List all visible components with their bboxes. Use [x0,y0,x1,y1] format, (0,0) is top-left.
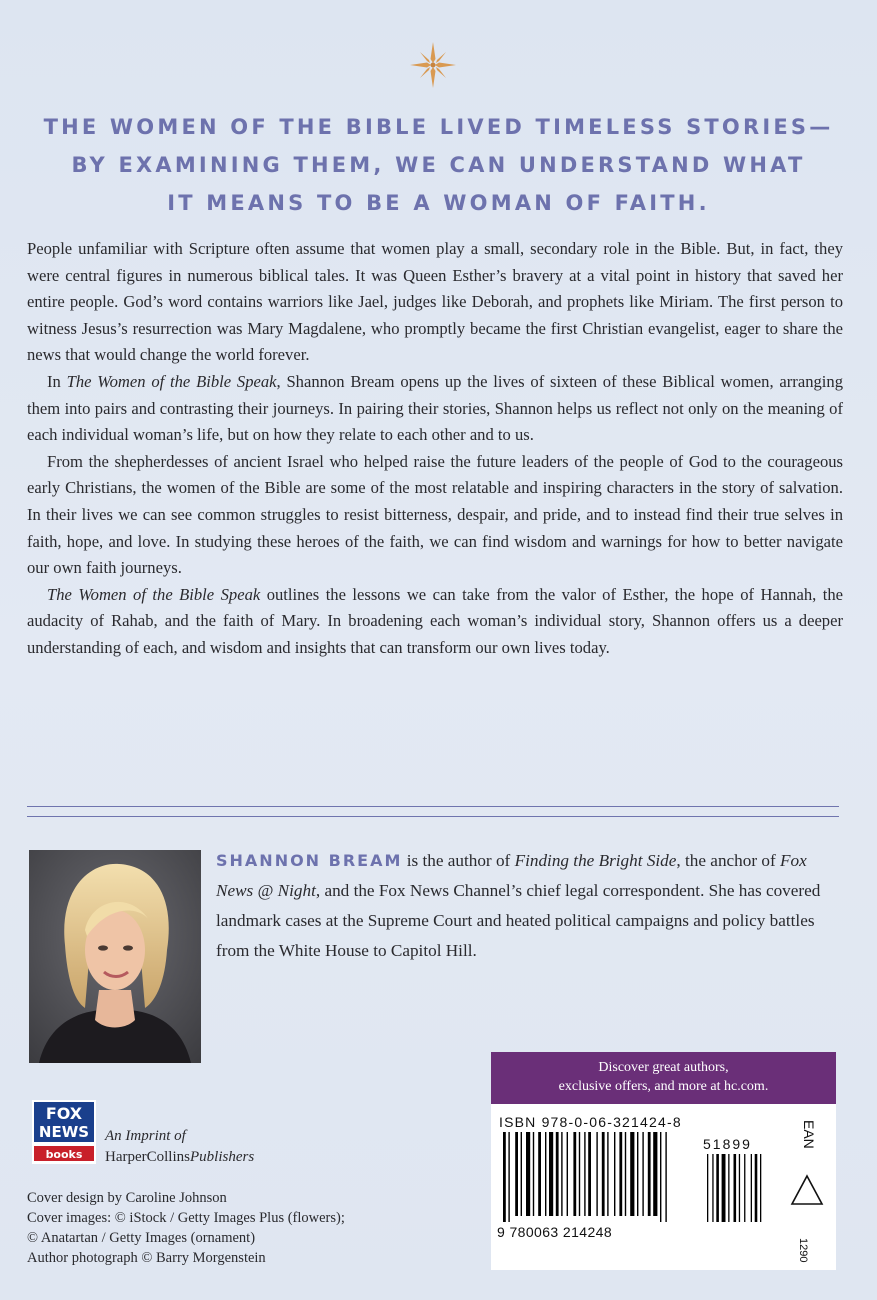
barcode-bar [588,1132,591,1216]
logo-books-text: books [45,1148,83,1161]
author-name: SHANNON BREAM [216,851,403,870]
barcode-bar [556,1132,559,1216]
barcode-bar [533,1132,534,1216]
barcode-bar [515,1132,518,1216]
barcode-bar [526,1132,530,1216]
text-span: , Shannon Bream opens up the lives of sixteen of these Biblical women, arranging them into pairs and contrasting their journeys. In pairing their stories, Shannon helps us reflect not only on the meaning of each individual woman’s life, but on how they relate to each other and to us. [27,371,843,445]
barcode-bar [567,1132,568,1216]
text-span: , and the Fox News Channel’s chief legal correspondent. She has covered landmark cases at the Supreme Court and heated political campaigns and policy battles from the White House to Capitol Hill. [216,881,821,960]
triangle-icon [789,1172,825,1208]
imprint-line-2 [105,1147,254,1168]
barcode-addon-bar [734,1154,737,1222]
barcode-bar [549,1132,553,1216]
text-span: HarperCollins [105,1149,190,1165]
book-description [27,236,843,662]
text-span: is the author of [402,851,515,870]
barcode-addon-bar [716,1154,719,1222]
divider-line [27,806,839,807]
show-title: Fox News @ Night [216,851,807,900]
credit-line: Cover design by Caroline Johnson [27,1190,227,1206]
description-paragraph-4 [27,582,843,662]
barcode-bar [602,1132,605,1216]
author-photo [29,850,201,1063]
barcode-bar [579,1132,580,1216]
barcode-bar [561,1132,562,1216]
barcode-addon-bar [728,1154,729,1222]
barcode-addon-bar [712,1154,713,1222]
barcode-addon-bar [760,1154,761,1222]
barcode-bar [573,1132,576,1216]
imprint-line-1: An Imprint of [105,1128,186,1144]
barcode-bar [503,1132,506,1222]
barcode-panel [491,1052,836,1270]
barcode-bar [607,1132,608,1216]
text-span: Publishers [189,1149,255,1165]
divider-line [27,816,839,817]
barcode-bar [545,1132,546,1216]
headline [30,108,847,222]
text-span: , the anchor of [676,851,780,870]
barcode-bar [625,1132,626,1216]
text-span: outlines the lessons we can take from the valor of Esther, the hope of Hannah, the audacity of Rahab, and the faith of Mary. In broadening each woman’s individual story, Shannon offers us a deeper understanding of each, and wisdom and insights that can transform our own lives today. [27,584,843,657]
fox-news-books-logo [32,1100,96,1164]
isbn-text: ISBN 978-0-06-321424-8 [499,1114,682,1130]
barcode-bar [665,1132,666,1222]
print-code: 1290 [797,1238,809,1263]
credit-line: Author photograph © Barry Morgenstein [27,1250,266,1266]
barcode-addon-bar [707,1154,708,1222]
barcode-bar [538,1132,541,1216]
barcode-bar [619,1132,622,1216]
barcode-digits: 9 780063 214248 [497,1224,612,1240]
headline-line-2: BY EXAMINING THEM, WE CAN UNDERSTAND WHAT [71,153,806,177]
barcode-addon-bar [755,1154,758,1222]
barcode-addon-bar [722,1154,726,1222]
description-paragraph-1: People unfamiliar with Scripture often assume that women play a small, secondary role in the Bible. But, in fact, they were central figures in numerous biblical tales. It was Queen Esther’s bravery at a vital point in history that saved her entire people. God’s word contains warriors like Jael, judges like Deborah, and prophets like Miriam. The first person to witness Jesus’s resurrection was Mary Magdalene, who promptly became the first Christian evangelist, eager to share the news that would change the world forever. [27,239,843,365]
barcode-bar [630,1132,634,1216]
barcode-bar [653,1132,657,1216]
description-paragraph-3: From the shepherdesses of ancient Israel who helped raise the future leaders of the people of God to the courageous early Christians, the women of the Bible are some of the most relatable and inspiring characters in the story of salvation. In their lives we can see common struggles to resist bitterness, despair, and pride, and to instead find their true selves in faith, hope, and love. In studying these heroes of the faith, we can find wisdom and warnings for how to better navigate our own faith journeys. [27,451,843,578]
author-portrait-illustration [29,850,201,1063]
credit-line: Cover images: © iStock / Getty Images Plus (flowers); [27,1210,345,1226]
barcode-bar [637,1132,638,1216]
barcode-bar [508,1132,509,1222]
author-bio [216,846,842,966]
publisher-imprint [105,1126,254,1168]
promo-band [491,1052,836,1104]
logo-news-text: NEWS [38,1123,90,1141]
credit-line: © Anatartan / Getty Images (ornament) [27,1230,256,1246]
barcode-bar [521,1132,522,1216]
book-title: The Women of the Bible Speak [47,584,261,604]
promo-line-1: Discover great authors, [598,1060,729,1075]
barcode-addon-bar [744,1154,745,1222]
price-code: 51899 [703,1136,752,1152]
cover-credits [27,1188,345,1268]
description-paragraph-2 [27,369,843,449]
book-title: The Women of the Bible Speak [66,371,277,391]
barcode-bar [596,1132,597,1216]
barcode-bar [584,1132,585,1216]
text-span: In [47,371,67,391]
book-title: Finding the Bright Side [514,851,677,870]
ean-label: EAN [801,1120,817,1149]
promo-line-2: exclusive offers, and more at hc.com. [558,1079,769,1094]
headline-line-3: IT MEANS TO BE A WOMAN OF FAITH. [167,191,710,215]
barcode-bar [648,1132,651,1216]
barcode-bar [642,1132,643,1216]
barcode-bar [660,1132,661,1222]
ornament-star-icon [408,40,458,90]
headline-line-1: THE WOMEN OF THE BIBLE LIVED TIMELESS STORIES— [43,115,834,139]
barcode-bar [614,1132,615,1216]
logo-fox-text: FOX [45,1104,83,1123]
barcode-addon-bar [739,1154,740,1222]
barcode-addon-bar [751,1154,752,1222]
